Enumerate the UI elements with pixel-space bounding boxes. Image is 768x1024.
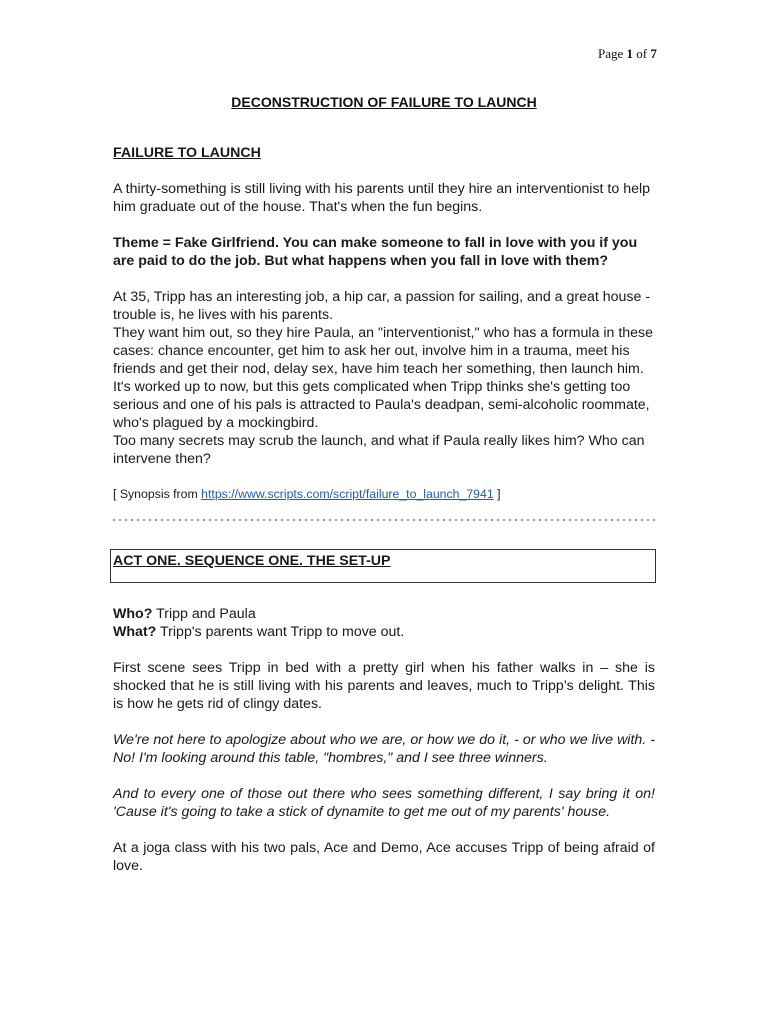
synopsis-paragraph-4: Too many secrets may scrub the launch, and what if Paula really likes him? Who can intervene then? xyxy=(113,433,645,467)
wavy-divider xyxy=(111,516,659,524)
who-label: Who? xyxy=(113,606,153,622)
what-value: Tripp's parents want Tripp to move out. xyxy=(160,624,405,640)
who-line xyxy=(113,605,655,623)
act-heading: ACT ONE. SEQUENCE ONE. THE SET-UP xyxy=(113,553,391,569)
synopsis-source-prefix: [ Synopsis from xyxy=(113,487,198,501)
quote-paragraph-1: We're not here to apologize about who we are, or how we do it, - or who we live with. - No! I'm looking around this table, "hombres," and I see three winners. xyxy=(113,732,655,766)
page-current: 1 xyxy=(626,46,634,61)
section-heading: FAILURE TO LAUNCH xyxy=(113,145,261,161)
synopsis-source xyxy=(113,485,655,503)
theme-paragraph: Theme = Fake Girlfriend. You can make someone to fall in love with you if you are paid to do the job. But what happens when you fall in love with them? xyxy=(113,235,638,269)
synopsis-paragraph-1: At 35, Tripp has an interesting job, a hip car, a passion for sailing, and a great house - trouble is, he lives with his parents. xyxy=(113,289,651,323)
closing-paragraph: At a joga class with his two pals, Ace and Demo, Ace accuses Tripp of being afraid of love. xyxy=(113,840,655,874)
page-number xyxy=(598,46,657,62)
act-heading-box xyxy=(110,549,656,583)
synopsis-paragraph-3: It's worked up to now, but this gets complicated when Tripp thinks she's getting too serious and one of his pals is attracted to Paula's deadpan, semi-alcoholic roommate, who's plagued by a mockingbird. xyxy=(113,379,650,431)
scene-paragraph: First scene sees Tripp in bed with a pretty girl when his father walks in – she is shocked that he is still living with his parents and leaves, much to Tripp’s delight. This is how he gets rid of clingy dates. xyxy=(113,660,655,712)
logline-paragraph: A thirty-something is still living with his parents until they hire an interventionist to help him graduate out of the house. That's when the fun begins. xyxy=(113,181,651,215)
synopsis-paragraph-2: They want him out, so they hire Paula, an "interventionist," who has a formula in these cases: chance encounter, get him to ask her out, involve him in a trauma, meet his friends and get their nod, delay sex, have him teach her something, then launch him. xyxy=(113,325,654,377)
page-prefix: Page xyxy=(598,46,624,61)
synopsis-source-link[interactable]: https://www.scripts.com/script/failure_to_launch_7941 xyxy=(201,487,494,501)
who-value: Tripp and Paula xyxy=(156,606,256,622)
document-body xyxy=(113,144,655,875)
synopsis-source-suffix: ] xyxy=(497,487,501,501)
what-label: What? xyxy=(113,624,157,640)
page-total: 7 xyxy=(650,46,657,61)
what-line xyxy=(113,623,655,641)
quote-paragraph-2: And to every one of those out there who sees something different, I say bring it on! 'Cause it's going to take a stick of dynamite to get me out of my parents' house. xyxy=(113,786,655,820)
document-title: DECONSTRUCTION OF FAILURE TO LAUNCH xyxy=(231,94,537,110)
page-of: of xyxy=(636,46,648,61)
